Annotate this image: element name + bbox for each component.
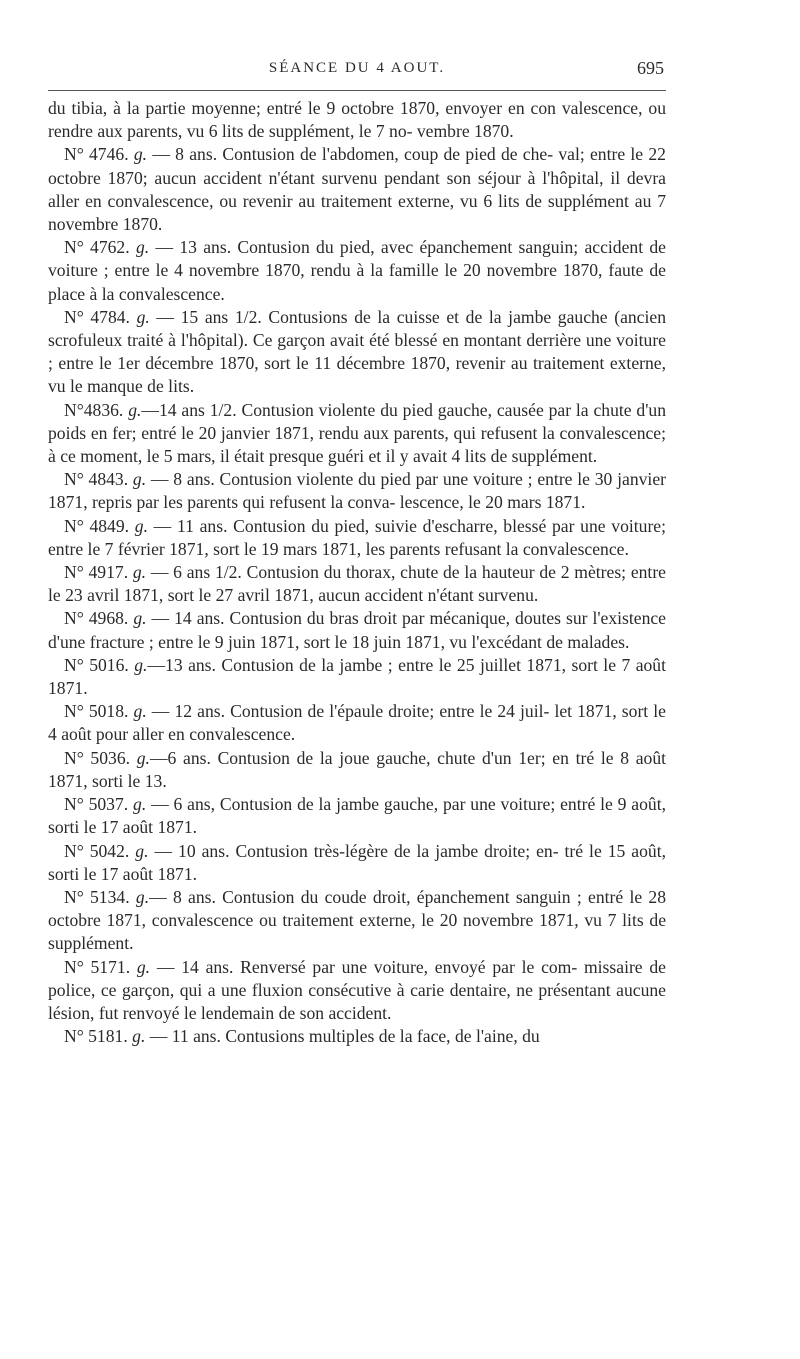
entry-list xyxy=(48,143,666,1048)
case-entry xyxy=(48,700,666,746)
case-sex: g. xyxy=(133,794,147,815)
case-sex: g. xyxy=(136,306,150,327)
body-text xyxy=(48,97,666,1048)
case-sex: g. xyxy=(132,562,147,583)
case-number: N° 4843. xyxy=(64,469,129,490)
case-entry xyxy=(48,1025,666,1048)
case-entry xyxy=(48,886,666,956)
case-entry xyxy=(48,840,666,886)
case-number: N° 5018. xyxy=(64,701,129,722)
case-sex: g. xyxy=(135,237,150,258)
case-number: N° 5134. xyxy=(64,886,130,907)
case-number: N° 4762. xyxy=(64,237,130,258)
case-sex: g. xyxy=(135,840,149,861)
case-entry xyxy=(48,399,666,469)
case-description: — 12 ans. Contusion de l'épaule droite; entre le 24 juil- let 1871, sort le 4 août pour aller en convalescence. xyxy=(48,701,666,745)
case-number: N° 4917. xyxy=(64,562,129,583)
case-entry xyxy=(48,654,666,700)
case-sex: g. xyxy=(133,701,147,722)
case-entry xyxy=(48,236,666,306)
case-description: — 14 ans. Contusion du bras droit par mécanique, doutes sur l'existence d'une fracture ; entre le 9 juin 1871, sort le 18 juin 1871, vu l'excédant de malades. xyxy=(48,608,666,652)
case-description: — 13 ans. Contusion du pied, avec épanchement sanguin; accident de voiture ; entre le 4 novembre 1870, rendu à la famille le 20 novembre 1870, faute de place à la convalescence. xyxy=(48,237,666,304)
case-sex: g. xyxy=(132,469,147,490)
page-header xyxy=(48,58,666,88)
case-sex: g. xyxy=(135,886,150,907)
case-entry xyxy=(48,515,666,561)
running-title: SÉANCE DU 4 AOUT. xyxy=(268,60,446,76)
case-description: — 14 ans. Renversé par une voiture, envoyé par le com- missaire de police, ce garçon, qui a une fluxion consécutive à carie dentaire, ne présentant aucune lésion, fut renvoyé le lendemain de son accident. xyxy=(48,956,666,1023)
case-entry xyxy=(48,956,666,1026)
case-description: — 6 ans, Contusion de la jambe gauche, par une voiture; entré le 9 août, sorti le 17 août 1871. xyxy=(48,794,666,838)
case-number: N° 4968. xyxy=(64,608,129,629)
case-entry xyxy=(48,143,666,236)
case-entry xyxy=(48,793,666,839)
case-sex: g. xyxy=(133,144,148,165)
case-number: N° 5036. xyxy=(64,747,131,768)
case-description: — 6 ans 1/2. Contusion du thorax, chute de la hauteur de 2 mètres; entre le 23 avril 1871, sort le 27 avril 1871, aucun accident n'étant survenu. xyxy=(48,562,666,606)
case-entry xyxy=(48,747,666,793)
case-sex: g. xyxy=(136,956,151,977)
case-number: N°4836. xyxy=(64,399,124,420)
case-description: — 10 ans. Contusion très-légère de la jambe droite; en- tré le 15 août, sorti le 17 août 1871. xyxy=(48,840,666,884)
case-sex: g. xyxy=(132,1026,146,1047)
case-sex: g. xyxy=(134,515,148,536)
case-number: N° 5181. xyxy=(64,1026,128,1047)
case-description: — 15 ans 1/2. Contusions de la cuisse et de la jambe gauche (ancien scrofuleux traité à l'hôpital). Ce garçon avait été blessé en montant derrière une voiture ; entre le 1er décembre 1870, sort le 11 décembre 1870, revenir au traitement externe, vu le manque de lits. xyxy=(48,306,666,397)
case-number: N° 4746. xyxy=(64,144,129,165)
case-entry xyxy=(48,306,666,399)
case-description: — 11 ans. Contusions multiples de la face, de l'aine, du xyxy=(145,1026,540,1047)
case-description: —14 ans 1/2. Contusion violente du pied gauche, causée par la chute d'un poids en fer; entré le 20 janvier 1871, rendu aux parents, qui refusent la convalescence; à ce moment, le 5 mars, il était presque guéri et il y avait 4 lits de supplément. xyxy=(48,399,666,467)
case-sex: g. xyxy=(128,399,142,420)
case-number: N° 5016. xyxy=(64,654,129,675)
case-number: N° 5171. xyxy=(64,956,131,977)
case-number: N° 5042. xyxy=(64,840,130,861)
case-number: N° 5037. xyxy=(64,794,129,815)
case-description: —13 ans. Contusion de la jambe ; entre le 25 juillet 1871, sort le 7 août 1871. xyxy=(48,654,666,699)
case-entry xyxy=(48,607,666,653)
header-rule xyxy=(48,90,666,91)
case-description: — 8 ans. Contusion violente du pied par une voiture ; entre le 30 janvier 1871, repris par les parents qui refusent la conva- lescence, le 20 mars 1871. xyxy=(48,469,666,513)
case-description: — 11 ans. Contusion du pied, suivie d'escharre, blessé par une voiture; entre le 7 février 1871, sort le 19 mars 1871, les parents refusant la convalescence. xyxy=(48,515,667,559)
case-number: N° 4784. xyxy=(64,306,130,327)
continuation-paragraph: du tibia, à la partie moyenne; entré le 9 octobre 1870, envoyer en con valescence, ou rendre aux parents, vu 6 lits de supplément, le 7 no- vembre 1870. xyxy=(48,98,666,142)
case-sex: g. xyxy=(133,608,147,629)
page-number: 695 xyxy=(637,58,664,78)
case-sex: g. xyxy=(134,654,148,675)
case-number: N° 4849. xyxy=(64,515,130,536)
case-description: — 8 ans. Contusion de l'abdomen, coup de pied de che- val; entre le 22 octobre 1870; aucun accident n'étant survenu pendant son séjour à l'hôpital, il devra aller en convalescence, ou revenir au traitement externe, vu 6 lits de supplément au 7 novembre 1870. xyxy=(48,144,666,235)
case-sex: g. xyxy=(136,747,150,768)
page xyxy=(48,58,666,1048)
case-entry xyxy=(48,561,666,607)
case-description: — 8 ans. Contusion du coude droit, épanchement sanguin ; entré le 28 octobre 1871, convalescence ou traitement externe, le 20 novembre 1871, vu 7 lits de supplément. xyxy=(48,886,666,954)
case-description: —6 ans. Contusion de la joue gauche, chute d'un 1er; en tré le 8 août 1871, sorti le 13. xyxy=(48,747,666,791)
case-entry xyxy=(48,468,666,514)
